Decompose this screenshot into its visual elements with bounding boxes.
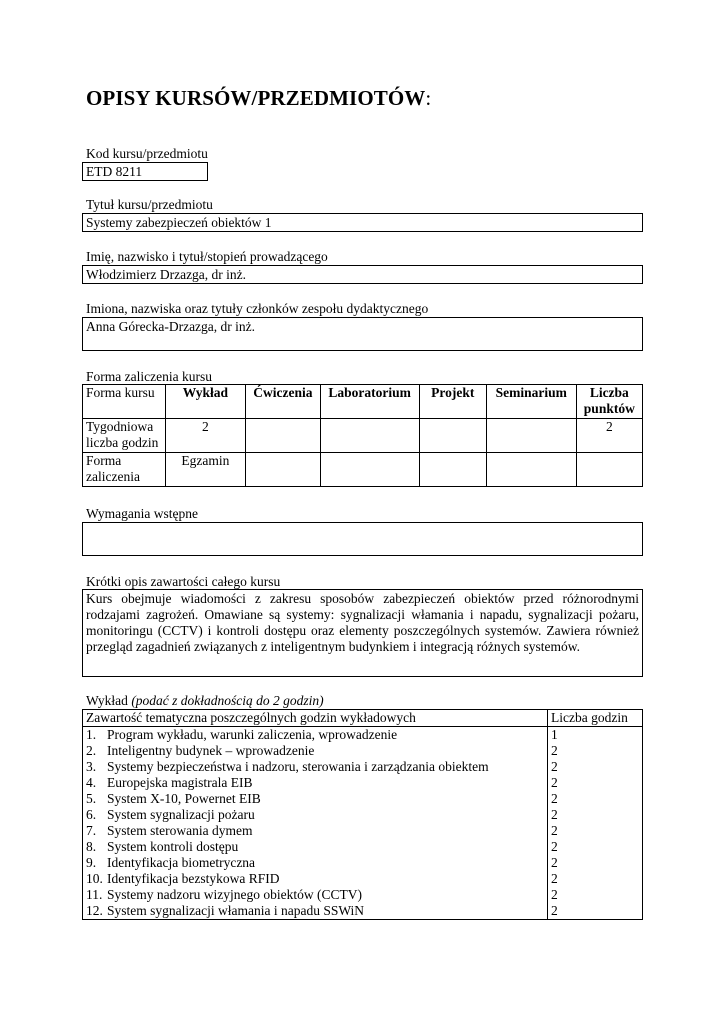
lecture-topic bbox=[86, 887, 544, 903]
lecture-hours: 2 bbox=[551, 903, 558, 918]
cell bbox=[576, 453, 642, 487]
lecture-topic-text: System sygnalizacji pożaru bbox=[107, 807, 255, 822]
header-wyklad: Wykład bbox=[165, 385, 246, 419]
cell bbox=[320, 419, 419, 453]
lecture-topic-text: Inteligentny budynek – wprowadzenie bbox=[107, 743, 315, 758]
assessment-table bbox=[82, 384, 643, 487]
lecture-topic bbox=[86, 727, 544, 743]
lectures-header-row bbox=[83, 710, 643, 727]
lecture-hours: 2 bbox=[551, 823, 558, 838]
lecture-topic bbox=[86, 743, 544, 759]
prerequisites-label: Wymagania wstępne bbox=[86, 506, 199, 521]
lectures-note: (podać z dokładnością do 2 godzin) bbox=[131, 693, 324, 708]
lecture-topic-text: System X-10, Powernet EIB bbox=[107, 791, 261, 806]
cell bbox=[246, 419, 320, 453]
lectures-body-row bbox=[83, 727, 643, 920]
prerequisites-field bbox=[82, 522, 643, 556]
lecture-hours: 2 bbox=[551, 807, 558, 822]
lecture-number: 7. bbox=[86, 823, 97, 838]
lectures-label: Wykład (podać z dokładnością do 2 godzin) bbox=[86, 693, 324, 708]
header-seminarium: Seminarium bbox=[486, 385, 576, 419]
assessment-header-row bbox=[83, 385, 643, 419]
header-liczba-punktow: Liczba punktów bbox=[576, 385, 642, 419]
instructor-label: Imię, nazwisko i tytuł/stopień prowadzącego bbox=[86, 249, 328, 264]
lecture-topic bbox=[86, 855, 544, 871]
header-laboratorium: Laboratorium bbox=[320, 385, 419, 419]
topics-cell bbox=[83, 727, 548, 920]
lecture-topic bbox=[86, 759, 544, 775]
summary-label: Krótki opis zawartości całego kursu bbox=[86, 574, 281, 589]
lecture-number: 9. bbox=[86, 855, 97, 870]
lecture-hours: 2 bbox=[551, 759, 558, 774]
cell bbox=[486, 453, 576, 487]
cell bbox=[419, 453, 486, 487]
lecture-hours: 2 bbox=[551, 743, 558, 758]
cell bbox=[320, 453, 419, 487]
header-projekt: Projekt bbox=[419, 385, 486, 419]
cell-wyklad-hours: 2 bbox=[165, 419, 246, 453]
lecture-hours: 2 bbox=[551, 839, 558, 854]
instructor-field: Włodzimierz Drzazga, dr inż. bbox=[82, 265, 643, 284]
cell-wyklad-form: Egzamin bbox=[165, 453, 246, 487]
title-colon: : bbox=[425, 86, 432, 110]
row-label: Forma zaliczenia bbox=[83, 453, 166, 487]
lecture-topic bbox=[86, 871, 544, 887]
cell-points: 2 bbox=[576, 419, 642, 453]
lecture-topic-text: System kontroli dostępu bbox=[107, 839, 239, 854]
course-code-field: ETD 8211 bbox=[82, 162, 208, 181]
lecture-topic bbox=[86, 791, 544, 807]
cell bbox=[486, 419, 576, 453]
lecture-number: 1. bbox=[86, 727, 97, 742]
assessment-row-hours bbox=[83, 419, 643, 453]
lecture-hours: 2 bbox=[551, 855, 558, 870]
lecture-number: 5. bbox=[86, 791, 97, 806]
lecture-hours: 2 bbox=[551, 775, 558, 790]
summary-field: Kurs obejmuje wiadomości z zakresu sposobów zabezpieczeń obiektów przed różnorodnymi rodzajami zagrożeń. Omawiane są systemy: sygnalizacji włamania i napadu, sygnalizacji pożaru, monitoringu (CCTV) i kontroli dostępu oraz elementy poszczególnych systemów. Zawiera również przegląd zagadnień związanych z inteligentnym budynkiem i integracją różnych systemów. bbox=[82, 589, 643, 677]
lecture-number: 12. bbox=[86, 903, 103, 918]
cell bbox=[419, 419, 486, 453]
lecture-topic-text: Systemy bezpieczeństwa i nadzoru, sterowania i zarządzania obiektem bbox=[107, 759, 489, 774]
page-title: OPISY KURSÓW/PRZEDMIOTÓW: bbox=[86, 86, 432, 110]
lecture-topic-text: Identyfikacja bezstykowa RFID bbox=[107, 871, 280, 886]
lectures-table bbox=[82, 709, 643, 920]
team-label: Imiona, nazwiska oraz tytuły członków zespołu dydaktycznego bbox=[86, 301, 429, 316]
header-cwiczenia: Ćwiczenia bbox=[246, 385, 320, 419]
lecture-hours: 2 bbox=[551, 871, 558, 886]
lecture-number: 6. bbox=[86, 807, 97, 822]
header-forma-kursu: Forma kursu bbox=[83, 385, 166, 419]
team-field: Anna Górecka-Drzazga, dr inż. bbox=[82, 317, 643, 351]
col-hours-header: Liczba godzin bbox=[548, 710, 643, 727]
assessment-row-form bbox=[83, 453, 643, 487]
assessment-label: Forma zaliczenia kursu bbox=[86, 369, 212, 384]
lecture-hours: 2 bbox=[551, 887, 558, 902]
lecture-hours: 2 bbox=[551, 791, 558, 806]
course-code-label: Kod kursu/przedmiotu bbox=[86, 146, 208, 161]
course-title-field: Systemy zabezpieczeń obiektów 1 bbox=[82, 213, 643, 232]
lecture-topic bbox=[86, 775, 544, 791]
lecture-number: 2. bbox=[86, 743, 97, 758]
lecture-topic bbox=[86, 823, 544, 839]
cell bbox=[246, 453, 320, 487]
lecture-topic-text: Identyfikacja biometryczna bbox=[107, 855, 256, 870]
lecture-topic-text: Systemy nadzoru wizyjnego obiektów (CCTV) bbox=[107, 887, 362, 902]
lecture-number: 11. bbox=[86, 887, 103, 902]
lecture-topic-text: Europejska magistrala EIB bbox=[107, 775, 253, 790]
course-title-label: Tytuł kursu/przedmiotu bbox=[86, 197, 213, 212]
lecture-topic-text: Program wykładu, warunki zaliczenia, wprowadzenie bbox=[107, 727, 398, 742]
lecture-topic bbox=[86, 807, 544, 823]
row-label: Tygodniowa liczba godzin bbox=[83, 419, 166, 453]
lecture-topic bbox=[86, 839, 544, 855]
lecture-topic-text: System sygnalizacji włamania i napadu SSWiN bbox=[107, 903, 365, 918]
lecture-topic bbox=[86, 903, 544, 919]
lecture-number: 3. bbox=[86, 759, 97, 774]
col-content-header: Zawartość tematyczna poszczególnych godzin wykładowych bbox=[83, 710, 548, 727]
hours-cell bbox=[548, 727, 643, 920]
lecture-hours: 1 bbox=[551, 727, 558, 742]
lecture-topic-text: System sterowania dymem bbox=[107, 823, 253, 838]
lecture-number: 8. bbox=[86, 839, 97, 854]
lecture-number: 10. bbox=[86, 871, 103, 886]
lecture-number: 4. bbox=[86, 775, 97, 790]
